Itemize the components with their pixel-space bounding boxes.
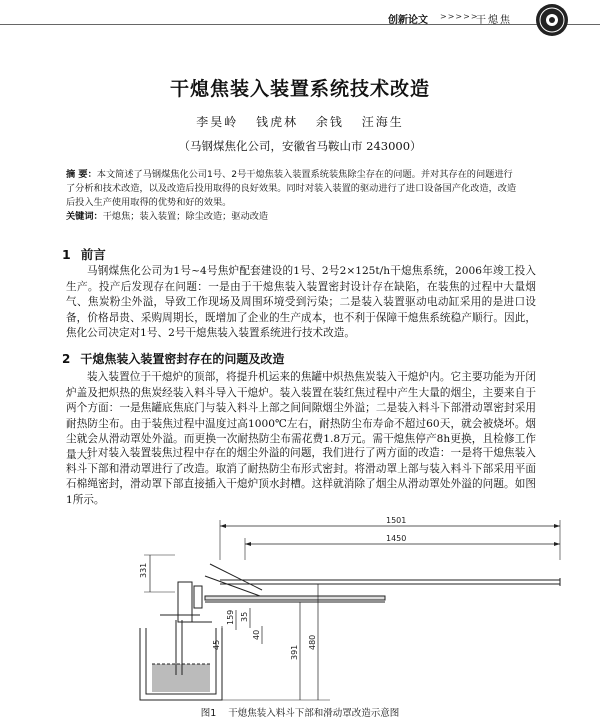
section-title: 前言 — [80, 247, 106, 262]
author-list: 李昊岭 钱虎林 余钱 汪海生 — [196, 115, 404, 129]
dim-label: 40 — [252, 629, 261, 640]
dim-label: 480 — [308, 634, 317, 650]
header-section-label: 干熄焦 — [476, 15, 512, 26]
keywords-text: 干熄焦；装入装置；除尘改造；驱动改造 — [102, 211, 269, 222]
journal-seal-icon — [535, 3, 569, 37]
dim-label: 391 — [290, 644, 299, 660]
header-column-label: 创新论文 — [388, 15, 428, 26]
paper-title: 干熄焦装入装置系统技术改造 — [169, 78, 430, 100]
abstract-text: 本文简述了马钢煤焦化公司1号、2号干熄焦装入装置系统装焦除尘存在的问题。并对其存在的问题进行了分析和技术改造，以及改造后投用取得的良好效果。同时对装入装置的驱动进行了进口设备国产化改造，改造后投入生产使用取得的优势和好的效果。 — [66, 169, 517, 208]
abstract-label: 摘 要： — [66, 169, 97, 180]
dim-label: 1501 — [386, 516, 407, 525]
section-title: 干熄焦装入装置密封存在的问题及改造 — [80, 352, 285, 366]
dim-label: 1450 — [386, 534, 407, 543]
section-number: 1 — [62, 247, 71, 262]
section-heading-2 — [62, 350, 284, 367]
abstract — [66, 168, 518, 210]
section-number: 2 — [62, 352, 71, 366]
paragraph: 针对装入装置装焦过程中存在的烟尘外溢的问题，我们进行了两方面的改造：一是将干熄焦装入料斗下部和滑动罩进行了改造。取消了耐热防尘布形式密封。将滑动罩上部与装入料斗下部采用平面石棉绳密封，滑动罩下部直接插入干熄炉顶水封槽。这样就消除了烟尘从滑动罩处外溢的问题。如图1所示。 — [66, 447, 536, 506]
hopper-wall — [205, 576, 260, 596]
dim-label: 331 — [139, 562, 148, 578]
chute — [178, 582, 192, 622]
dim-label: 35 — [240, 611, 249, 622]
dim-label: 159 — [226, 609, 235, 625]
dim-label: 45 — [212, 639, 221, 650]
affiliation: （马钢煤焦化公司，安徽省马鞍山市 243000） — [178, 139, 422, 153]
figure-caption-text: 干熄焦装入料斗下部和滑动罩改造示意图 — [228, 708, 400, 719]
paragraph: 马钢煤焦化公司为1号~4号焦炉配套建设的1号、2号2×125t/h干熄焦系统，2006年竣工投入生产。投产后发现存在问题：一是由于干熄焦装入装置密封设计存在缺陷，在装焦的过程中大量烟气、焦炭粉尘外溢，导致工作现场及周围环境受到污染；二是装入装置驱动电动缸采用的是进口设备，价格昂贵、采购周期长，既增加了企业的生产成本，也不利于保障干熄焦系统稳产顺行。因此，焦化公司决定对1号、2号干熄焦装入装置系统进行技术改造。 — [66, 265, 536, 340]
header-arrows: >>>>> — [440, 12, 479, 21]
figure-caption — [0, 705, 600, 719]
keywords — [66, 208, 518, 222]
figure-number: 图1 — [200, 708, 217, 719]
keywords-label: 关键词： — [66, 211, 103, 222]
figure-1-drawing — [0, 500, 600, 715]
section-heading-1 — [62, 245, 106, 263]
paragraph: 装入装置位于干熄炉的顶部，将提升机运来的焦罐中炽热焦炭装入干熄炉内。它主要功能为开闭炉盖及把炽热的焦炭经装入料斗导入干熄炉。装入装置在装红焦过程中产生大量的烟尘，主要来自于两个方面：一是焦罐底焦底门与装入料斗上部之间间隙烟尘外溢；二是装入料斗下部滑动罩密封采用耐热防尘布。由于装焦过程中温度过高1000℃左右，耐热防尘布寿命不超过60天，就会被烧坏。烟尘就会从滑动罩处外溢。而更换一次耐热防尘布需花费1.8万元。需干熄焦停产8h更换，且检修工作量大。 — [66, 371, 536, 461]
